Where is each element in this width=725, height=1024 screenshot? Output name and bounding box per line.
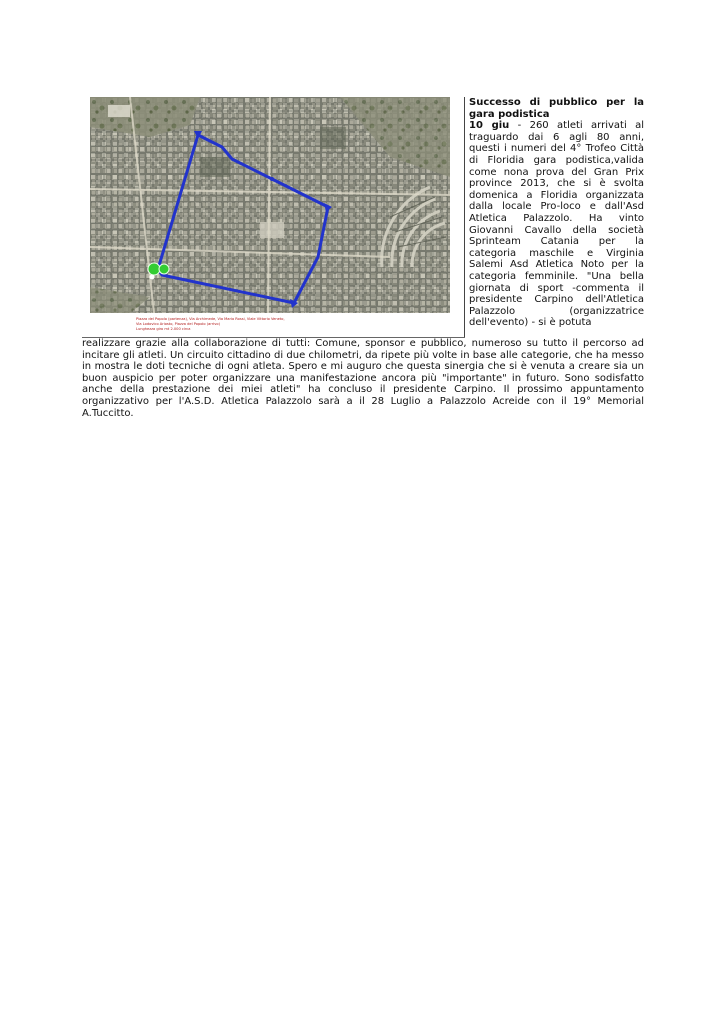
- map-caption: [136, 317, 386, 331]
- map-caption-line: Lunghezza giro mt 2.000 circa: [136, 326, 191, 331]
- article-continuation: realizzare grazie alla collaborazione di tutti: Comune, sponsor e pubblico, numeroso su tutto il percorso ad incitare gli atleti. Un circuito cittadino di due chilometri, da ripete più volte in base alle categorie, che ha messo in mostra le doti tecniche di ogni atleta. Spero e mi auguro che questa sinergia che si è venuta a creare sia un buon auspicio per poter organizzare una manifestazione ancora più "importante" in futuro. Sono sodisfatto anche della prestazione dei miei atleti" ha concluso il presidente Carpino. Il prossimo appuntamento organizzativo per l'A.S.D. Atletica Palazzolo sarà a il 28 Luglio a Palazzolo Acreide con il 19° Memorial A.Tuccitto.: [82, 338, 644, 419]
- column-divider: [464, 97, 465, 337]
- map-caption-line: Via Lodovico Ariosto, Piazza del Popolo (arrivo): [136, 321, 220, 326]
- article-intro: [469, 120, 644, 329]
- satellite-route-map: [90, 97, 450, 313]
- article-title: Successo di pubblico per la gara podistica: [469, 97, 644, 120]
- article-column: [469, 97, 644, 329]
- article-date: 10 giu: [469, 120, 510, 132]
- route-map-figure: [90, 97, 452, 335]
- article-intro-text: - 260 atleti arrivati al traguardo dai 6 agli 80 anni, questi i numeri del 4° Trofeo Città di Floridia gara podistica,valida come nona prova del Gran Prix province 2013, che si è svolta domenica a Floridia organizzata dalla locale Pro-loco e dall'Asd Atletica Palazzolo. Ha vinto Giovanni Cavallo della società Sprinteam Catania per la categoria maschile e Virginia Salemi Asd Atletica Noto per la categoria femminile. "Una bella giornata di sport -commenta il presidente Carpino dell'Atletica Palazzolo (organizzatrice dell'evento) - si è potuta: [469, 120, 644, 329]
- map-caption-line: Piazza del Popolo (partenza), Via Archimede, Via Mario Rossi, Viale Vittorio Veneto,: [136, 317, 285, 321]
